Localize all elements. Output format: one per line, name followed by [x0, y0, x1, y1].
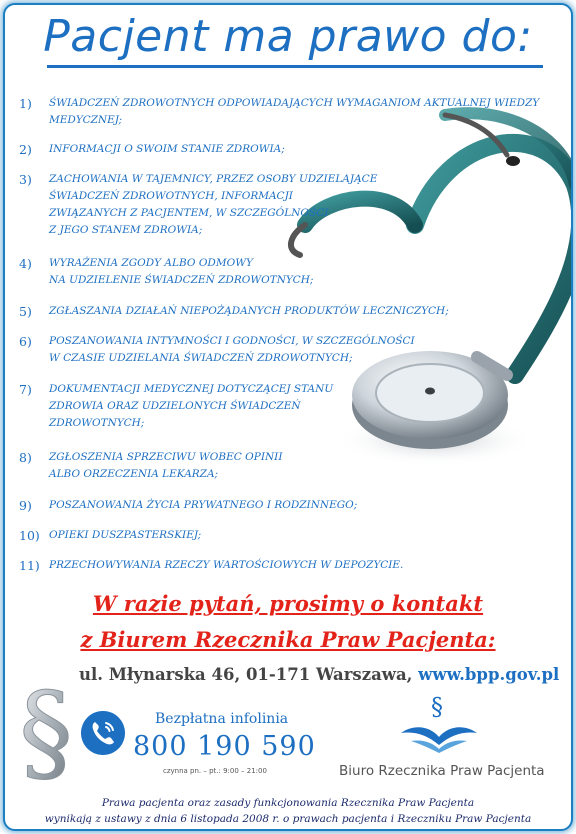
- hotline-number[interactable]: 800 190 590: [133, 731, 316, 762]
- svg-text:§: §: [431, 693, 443, 721]
- list-item-number: 1): [19, 96, 32, 111]
- list-item-number: 2): [19, 142, 32, 157]
- list-item-text: ŚWIADCZEŃ ZDROWOTNYCH ODPOWIADAJĄCYCH WYMAGANIOM AKTUALNEJ WIEDZY MEDYCZNEJ;: [49, 97, 540, 126]
- list-item-number: 6): [19, 334, 32, 349]
- phone-icon: [81, 711, 125, 755]
- paragraph-icon: [17, 669, 77, 785]
- list-item-text: OPIEKI DUSZPASTERSKIEJ;: [49, 529, 202, 541]
- list-item-text: ZGŁASZANIA DZIAŁAŃ NIEPOŻĄDANYCH PRODUKTÓW LECZNICZYCH;: [49, 305, 449, 317]
- list-item-number: 5): [19, 304, 32, 319]
- hotline-label: Bezpłatna infolinia: [155, 711, 289, 727]
- list-item-number: 11): [19, 558, 40, 573]
- title-underline: [47, 65, 543, 68]
- list-item-text: INFORMACJI O SWOIM STANIE ZDROWIA;: [49, 143, 285, 155]
- svg-text:§: §: [19, 670, 73, 785]
- address-line: [79, 665, 559, 684]
- list-item-text: DOKUMENTACJI MEDYCZNEJ DOTYCZĄCEJ STANU ZDROWIA ORAZ UDZIELONYCH ŚWIADCZEŃ ZDROWOTNYCH;: [49, 383, 334, 429]
- footer-line-1: Prawa pacjenta oraz zasady funkcjonowania Rzecznika Praw Pacjenta: [101, 797, 475, 809]
- list-item-number: 8): [19, 450, 32, 465]
- bpp-logo: [397, 693, 481, 753]
- list-item-number: 7): [19, 382, 32, 397]
- list-item-text: POSZANOWANIA INTYMNOŚCI I GODNOŚCI, W SZCZEGÓLNOŚCI W CZASIE UDZIELANIA ŚWIADCZEŃ ZDROWOTNYCH;: [49, 335, 415, 364]
- organization-name: Biuro Rzecznika Praw Pacjenta: [339, 763, 545, 779]
- page-title: Pacjent ma prawo do:: [43, 11, 533, 62]
- list-item-text: POSZANOWANIA ŻYCIA PRYWATNEGO I RODZINNEGO;: [49, 499, 358, 511]
- list-item-text: ZACHOWANIA W TAJEMNICY, PRZEZ OSOBY UDZIELAJĄCE ŚWIADCZEŃ ZDROWOTNYCH, INFORMACJI ZWIĄZANYCH Z PACJENTEM, W SZCZEGÓLNOŚCI Z JEGO STANEM ZDROWIA;: [49, 173, 378, 236]
- footer-line-2: wynikają z ustawy z dnia 6 listopada 2008 r. o prawach pacjenta i Rzeczniku Praw Pacjenta: [44, 813, 532, 825]
- list-item-number: 9): [19, 498, 32, 513]
- list-item-number: 4): [19, 256, 32, 271]
- list-item-text: WYRAŻENIA ZGODY ALBO ODMOWY NA UDZIELENIE ŚWIADCZEŃ ZDROWOTNYCH;: [49, 257, 314, 286]
- website-link[interactable]: www.bpp.gov.pl: [418, 665, 560, 684]
- list-item-text: ZGŁOSZENIA SPRZECIWU WOBEC OPINII ALBO ORZECZENIA LEKARZA;: [49, 451, 283, 480]
- contact-heading-line-1: W razie pytań, prosimy o kontakt: [92, 591, 484, 616]
- list-item-number: 3): [19, 172, 32, 187]
- poster-frame: [3, 3, 573, 831]
- address-text: ul. Młynarska 46, 01-171 Warszawa,: [79, 665, 413, 684]
- contact-heading-line-2: z Biurem Rzecznika Praw Pacjenta:: [80, 627, 496, 652]
- list-item-text: PRZECHOWYWANIA RZECZY WARTOŚCIOWYCH W DEPOZYCIE.: [49, 559, 404, 571]
- list-item-number: 10): [19, 528, 40, 543]
- hotline-hours: czynna pn. – pt.: 9:00 – 21:00: [163, 767, 267, 775]
